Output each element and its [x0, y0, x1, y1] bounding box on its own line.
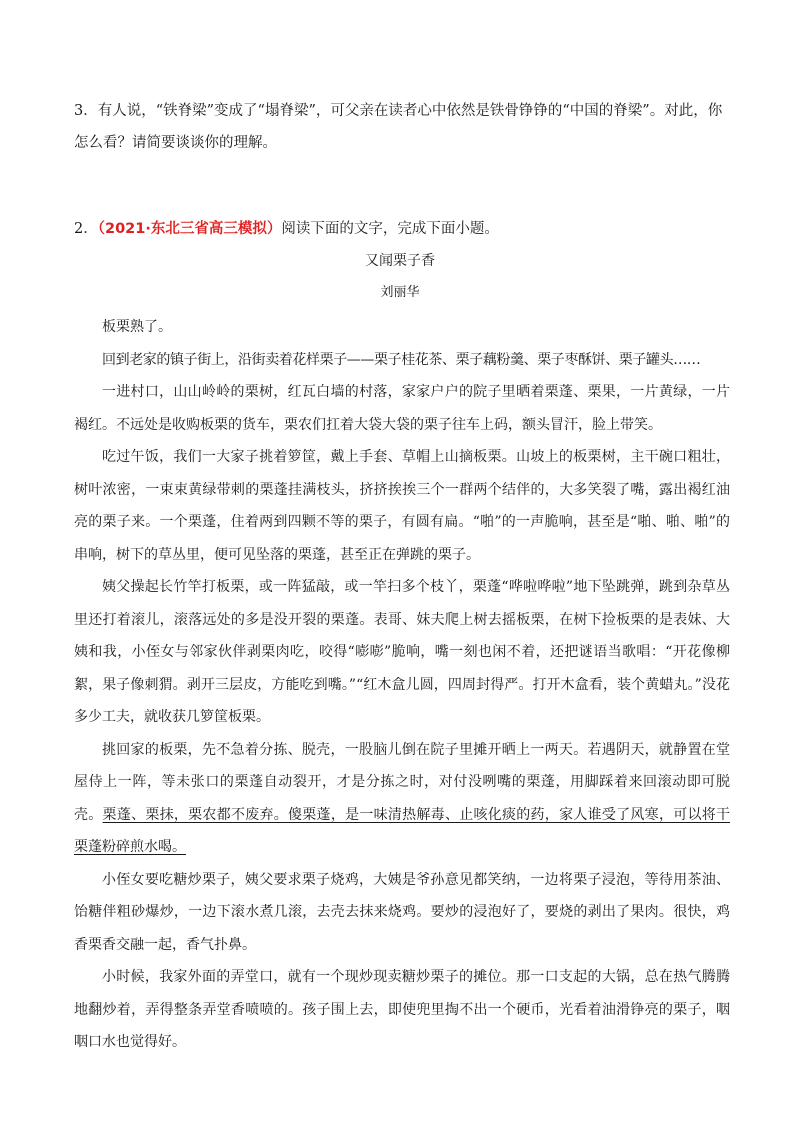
paragraph: 姨父操起长竹竿打板栗，或一阵猛敲，或一竿扫多个枝丫，栗蓬“哗啦哗啦”地下坠跳弹，跳到杂草丛里还打着滚儿，滚落远处的多是没开裂的栗蓬。表哥、妹夫爬上树去摇板栗，在树下捡板栗的是表妹、大姨和我，小侄女与邻家伙伴剥栗肉吃，咬得“嘭嘭”脆响，嘴一刻也闲不着，还把谜语当歌唱：“开花像柳絮，果子像刺猬。剥开三层皮，方能吃到嘴。”“红木盒儿圆，四周封得严。打开木盒看，装个黄蜡丸。”没花多少工夫，就收获几箩筐板栗。	[74, 579, 730, 725]
paragraph	[74, 734, 730, 864]
paragraph: 吃过午饭，我们一大家子挑着箩筐，戴上手套、草帽上山摘板栗。山坡上的板栗树，主干碗口粗壮，树叶浓密，一束束黄绿带刺的栗蓬挂满枝头，挤挤挨挨三个一群两个结伴的，大多笑裂了嘴，露出褐红油亮的栗子来。一个栗蓬，住着两到四颗不等的栗子，有圆有扁。“啪”的一声脆响，甚至是“啪、啪、啪”的串响，树下的草丛里，便可见坠落的栗蓬，甚至正在弹跳的栗子。	[74, 449, 730, 563]
paragraph: 板栗熟了。	[102, 319, 172, 335]
question-source: （2021·东北三省高三模拟）	[97, 221, 282, 237]
paragraph: 回到老家的镇子街上，沿街卖着花样栗子——栗子桂花茶、栗子藕粉羹、栗子枣酥饼、栗子罐头……	[102, 351, 701, 368]
article-body	[74, 311, 730, 1059]
paragraph: 小时候，我家外面的弄堂口，就有一个现炒现卖糖炒栗子的摊位。那一口支起的大锅，总在热气腾腾地翻炒着，弄得整条弄堂香喷喷的。孩子围上去，即使兜里掏不出一个硬币，光看着油滑铮亮的栗子，咽咽口水也觉得好。	[74, 969, 730, 1050]
paragraph-text: 挑回家的板栗，先不急着分拣、脱壳，一股脑儿倒在院子里摊开晒上一两天。若遇阴天，就静置在堂屋侍上一阵，等未张口的栗蓬自动裂开，才是分拣之时，对付没咧嘴的栗蓬，用脚踩着来回滚动即可脱壳。	[74, 741, 730, 823]
question-instruction: 阅读下面的文字，完成下面小题。	[281, 221, 499, 237]
paragraph: 小侄女要吃糖炒栗子，姨父要求栗子烧鸡，大姨是爷孙意见都笑纳，一边将栗子浸泡，等待用茶油、饴糖伴粗砂爆炒，一边下滚水煮几滚，去壳去抹来烧鸡。要炒的浸泡好了，要烧的剥出了果肉。很快，鸡香栗香交融一起，香气扑鼻。	[74, 871, 730, 953]
article-title: 又闻栗子香	[365, 253, 435, 269]
article-author: 刘丽华	[380, 285, 420, 300]
underlined-sentence: 栗蓬、栗抹，栗农都不废弃。傻栗蓬，是一味清热解毒、止咳化痰的药，家人谁受了风寒，可以将干栗蓬粉碎煎水喝。	[74, 806, 731, 855]
question-number: 2．	[74, 221, 98, 237]
question-2-header	[74, 214, 734, 244]
question-3-text: 3．有人说，“铁脊梁”变成了“塌脊梁”，可父亲在读者心中依然是铁骨铮铮的“中国的脊梁”。对此，你怎么看？请简要谈谈你的理解。	[74, 103, 723, 151]
paragraph: 一进村口，山山岭岭的栗树，红瓦白墙的村落，家家户户的院子里晒着栗蓬、栗果，一片黄绿，一片褐红。不远处是收购板栗的货车，栗农们扛着大袋大袋的栗子往车上码，额头冒汗，脸上带笑。	[74, 384, 730, 433]
